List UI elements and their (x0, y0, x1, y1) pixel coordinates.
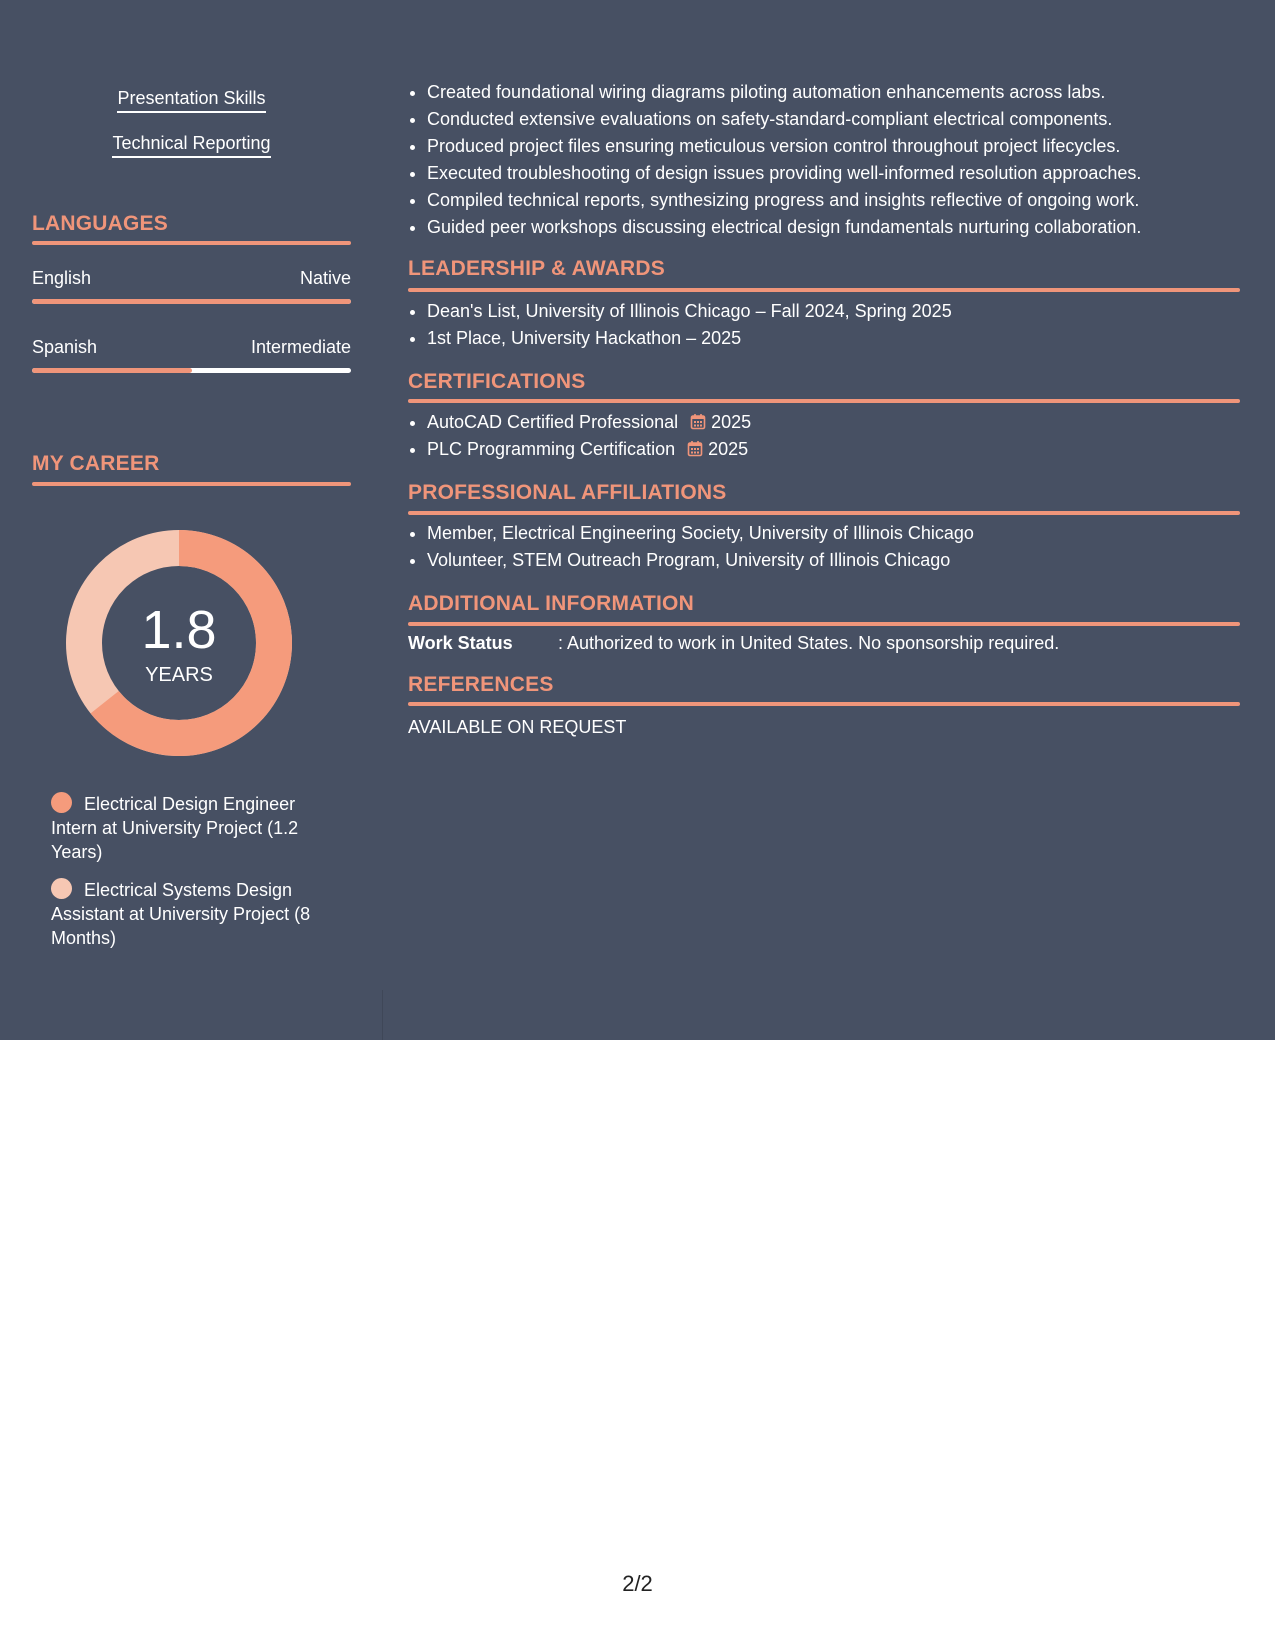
calendar-icon (687, 440, 703, 457)
language-name: Spanish (32, 337, 98, 357)
list-item: • Executed troubleshooting of design issues providing well-informed resolution approaches. (427, 160, 1141, 187)
leadership-heading: LEADERSHIP & AWARDS (408, 257, 665, 280)
column-divider (382, 990, 383, 1040)
certification-item: • PLC Programming Certification 2025 (427, 436, 751, 463)
language-bar (32, 299, 351, 304)
career-unit: YEARS (145, 664, 213, 686)
work-status-label: Work Status (408, 633, 513, 653)
career-rule (32, 482, 351, 486)
skill-item: Technical Reporting (32, 133, 351, 158)
language-level: Native (299, 268, 351, 288)
references-rule (408, 702, 1240, 706)
references-text: AVAILABLE ON REQUEST (408, 717, 627, 737)
languages-rule (32, 241, 351, 245)
list-item: • Produced project files ensuring meticulous version control throughout project lifecycles. (427, 133, 1141, 160)
list-item: • Dean's List, University of Illinois Chicago – Fall 2024, Spring 2025 (427, 298, 952, 325)
work-status-value: : Authorized to work in United States. No sponsorship required. (558, 633, 1060, 653)
leadership-list (408, 298, 952, 352)
experience-bullets (408, 79, 1141, 241)
legend-dot (51, 878, 72, 899)
additional-info-heading: ADDITIONAL INFORMATION (408, 592, 694, 615)
career-legend-item: Electrical Systems Design Assistant at University Project (8 Months) (51, 880, 311, 948)
certification-date: 2025 (687, 439, 748, 459)
certifications-rule (408, 399, 1240, 403)
certification-date: 2025 (690, 412, 751, 432)
career-legend-item: Electrical Design Engineer Intern at University Project (1.2 Years) (51, 794, 299, 862)
language-level: Intermediate (250, 337, 351, 357)
list-item: • Created foundational wiring diagrams piloting automation enhancements across labs. (427, 79, 1141, 106)
list-item: • 1st Place, University Hackathon – 2025 (427, 325, 952, 352)
references-heading: REFERENCES (408, 673, 554, 696)
page-number: 2/2 (622, 1571, 653, 1596)
languages-heading: LANGUAGES (32, 212, 168, 235)
additional-info-rule (408, 622, 1240, 626)
language-bar-fill (32, 368, 192, 373)
legend-dot (51, 792, 72, 813)
list-item: • Compiled technical reports, synthesizing progress and insights reflective of ongoing work. (427, 187, 1141, 214)
certifications-list (408, 409, 751, 463)
list-item: • Volunteer, STEM Outreach Program, University of Illinois Chicago (427, 547, 974, 574)
certification-item: • AutoCAD Certified Professional 2025 (427, 409, 751, 436)
leadership-rule (408, 288, 1240, 292)
career-total: 1.8 (141, 600, 217, 660)
list-item: • Member, Electrical Engineering Society, University of Illinois Chicago (427, 520, 974, 547)
language-bar (32, 368, 351, 373)
language-name: English (32, 268, 92, 288)
language-bar-fill (32, 299, 351, 304)
list-item: • Guided peer workshops discussing electrical design fundamentals nurturing collaboration. (427, 214, 1141, 241)
skill-item: Presentation Skills (32, 88, 351, 113)
career-heading: MY CAREER (32, 452, 160, 475)
affiliations-heading: PROFESSIONAL AFFILIATIONS (408, 481, 727, 504)
affiliations-rule (408, 511, 1240, 515)
affiliations-list (408, 520, 974, 574)
calendar-icon (690, 413, 706, 430)
donut-center (66, 530, 292, 756)
list-item: • Conducted extensive evaluations on safety-standard-compliant electrical components. (427, 106, 1141, 133)
certifications-heading: CERTIFICATIONS (408, 370, 586, 393)
